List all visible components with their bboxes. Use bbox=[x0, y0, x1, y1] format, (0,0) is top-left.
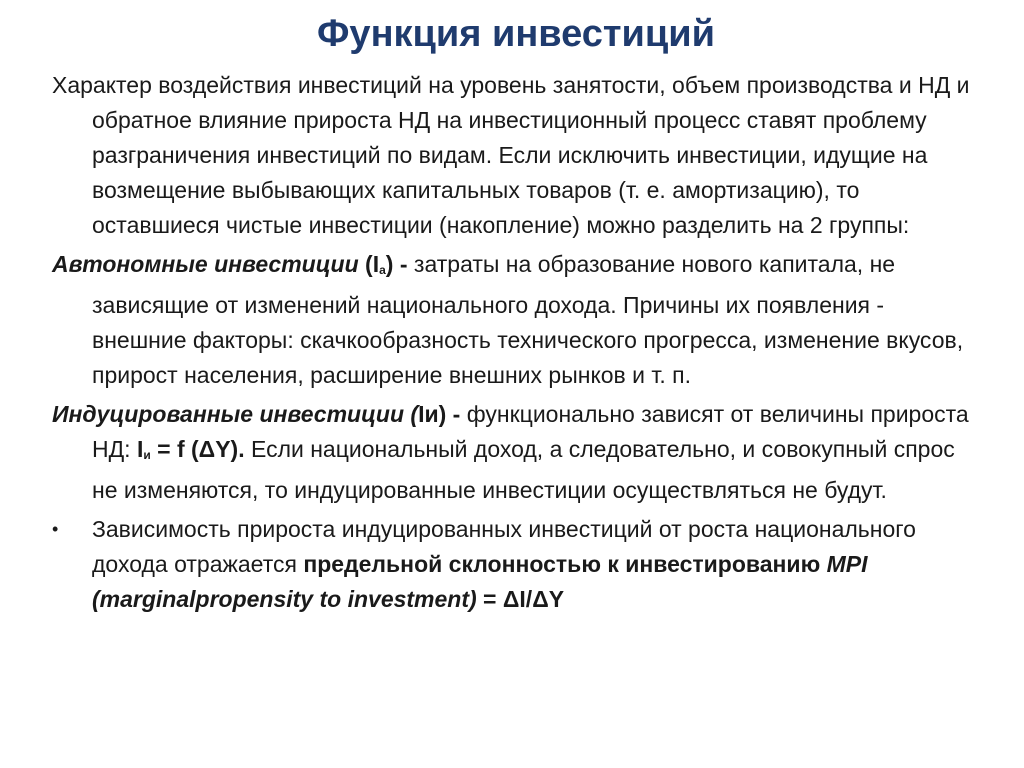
induced-formula-rest: = f (ΔY). bbox=[150, 436, 245, 462]
induced-text-before: функционально зависят от величины прироста НД: bbox=[92, 401, 969, 462]
slide-title: Функция инвестиций bbox=[317, 13, 715, 55]
autonomous-paragraph bbox=[52, 247, 980, 393]
autonomous-text: затраты на образование нового капитала, не зависящие от изменений национального дохода. Причины их появления - внешние факторы: скачкообразность технического прогресса, изменение вкусов, прирост населения, расширение внешних рынков и т. п. bbox=[92, 251, 964, 388]
induced-symbol-close: ) - bbox=[438, 401, 467, 427]
induced-text-after: Если национальный доход, а следовательно, и совокупный спрос не изменяются, то индуцированные инвестиции осуществляться не будут. bbox=[92, 436, 955, 503]
bullet-mpi-text: MPI (marginalpropensity to investment) bbox=[92, 551, 868, 612]
autonomous-term: Автономные инвестиции bbox=[52, 251, 359, 277]
autonomous-symbol-sub: a bbox=[379, 263, 386, 277]
bullet-item bbox=[52, 512, 980, 617]
induced-paragraph bbox=[52, 397, 980, 508]
bullet-text: Зависимость прироста индуцированных инвестиций от роста национального дохода отражается bbox=[92, 516, 916, 577]
induced-formula-sub: и bbox=[143, 448, 151, 462]
intro-text: Характер воздействия инвестиций на уровень занятости, объем производства и НД и обратное влияние прироста НД на инвестиционный процесс ставят проблему разграничения инвестиций по видам. Если исключить инвестиции, идущие на возмещение выбывающих капитальных товаров (т. е. амортизацию), то оставшиеся чистые инвестиции (накопление) можно разделить на 2 группы: bbox=[52, 72, 970, 238]
bullet-bold-text: предельной склонностью к инвестированию bbox=[303, 551, 827, 577]
bullet-mark: • bbox=[52, 519, 59, 539]
induced-term: Индуцированные инвестиции ( bbox=[52, 401, 419, 427]
autonomous-symbol-open: (I bbox=[358, 251, 380, 277]
induced-formula-i: I bbox=[136, 436, 144, 462]
intro-paragraph bbox=[52, 68, 980, 243]
slide-content bbox=[52, 68, 980, 617]
bullet-formula: = ΔI/ΔY bbox=[476, 586, 565, 612]
induced-symbol: Iи bbox=[418, 401, 439, 427]
autonomous-symbol-close: ) - bbox=[385, 251, 414, 277]
